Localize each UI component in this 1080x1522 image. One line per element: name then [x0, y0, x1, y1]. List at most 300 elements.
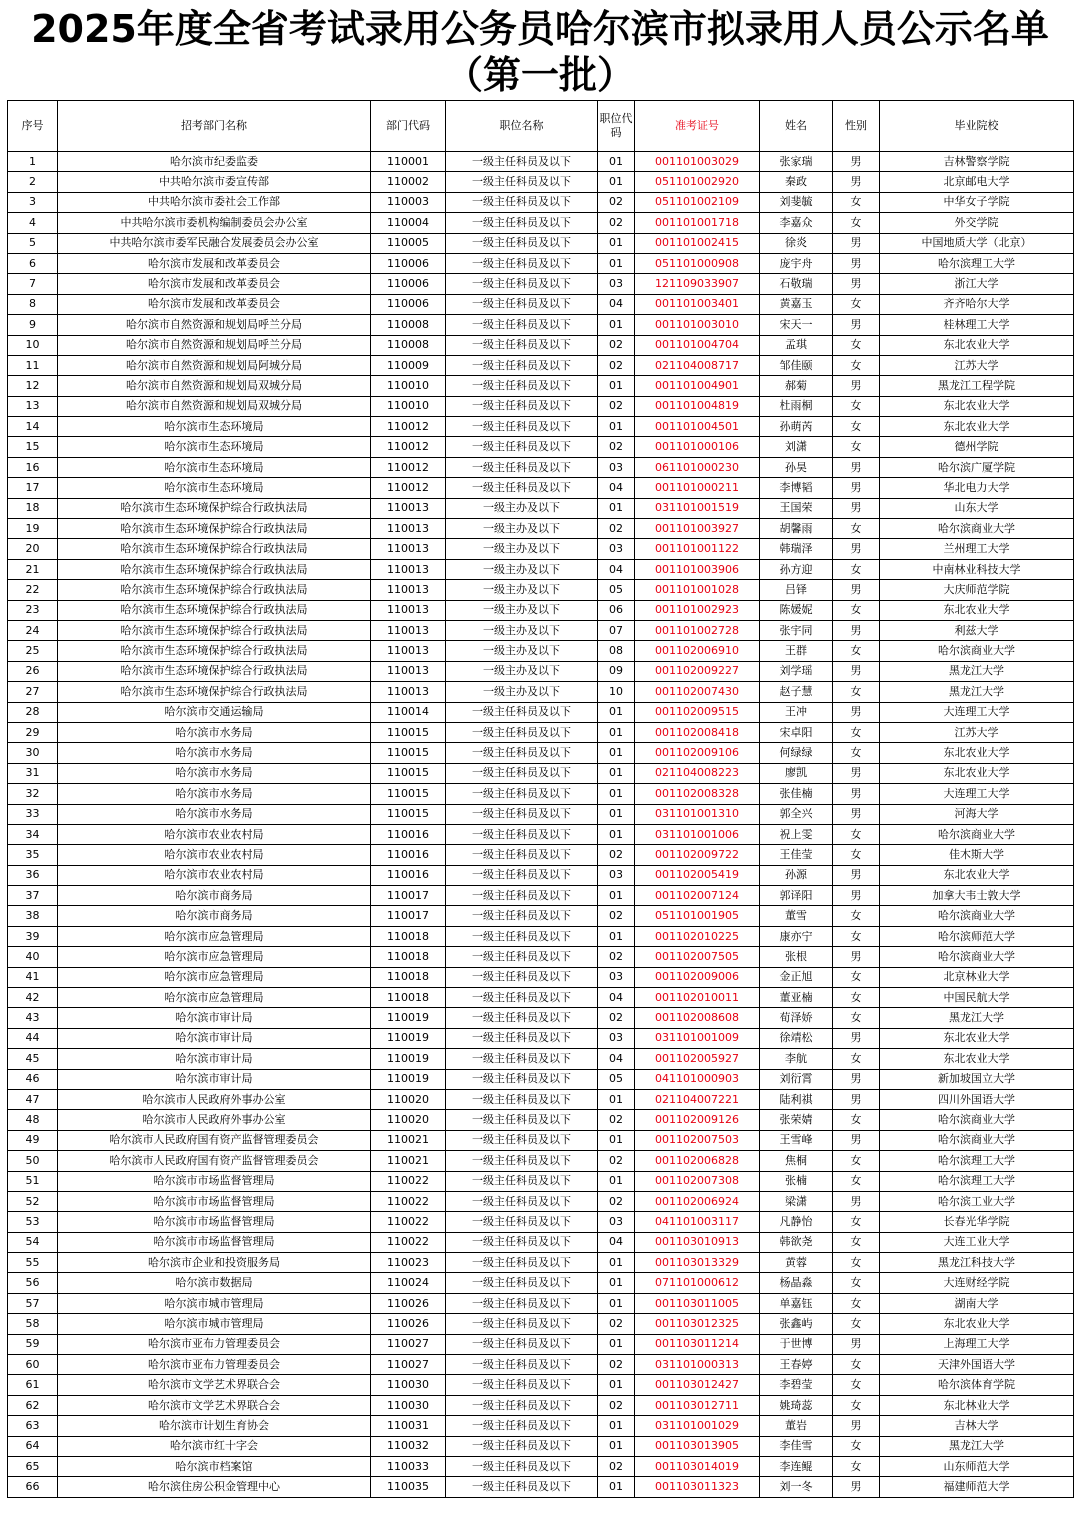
- cell-dept-code: 110019: [371, 1069, 446, 1089]
- cell-dept-code: 110020: [371, 1089, 446, 1109]
- table-row: [8, 1151, 1074, 1171]
- cell-position: 一级主任科员及以下: [446, 967, 598, 987]
- cell-department: 哈尔滨市人民政府国有资产监督管理委员会: [58, 1130, 371, 1150]
- page-title: 2025年度全省考试录用公务员哈尔滨市拟录用人员公示名单（第一批）: [31, 7, 1049, 97]
- cell-school: 黑龙江科技大学: [880, 1253, 1074, 1273]
- table-row: [8, 784, 1074, 804]
- cell-name: 吕铎: [760, 580, 833, 600]
- cell-school: 吉林警察学院: [880, 152, 1074, 172]
- cell-name: 荀泽娇: [760, 1008, 833, 1028]
- cell-gender: 女: [833, 417, 880, 437]
- cell-dept-code: 110032: [371, 1436, 446, 1456]
- cell-name: 李博韬: [760, 478, 833, 498]
- cell-gender: 女: [833, 396, 880, 416]
- cell-index: 59: [8, 1334, 58, 1354]
- cell-position-code: 05: [598, 580, 635, 600]
- cell-exam-no: 031101001310: [635, 804, 760, 824]
- cell-dept-code: 110012: [371, 478, 446, 498]
- cell-name: 王春婷: [760, 1355, 833, 1375]
- cell-gender: 女: [833, 600, 880, 620]
- cell-gender: 女: [833, 743, 880, 763]
- cell-exam-no: 001102008608: [635, 1008, 760, 1028]
- cell-department: 哈尔滨市企业和投资服务局: [58, 1253, 371, 1273]
- cell-position-code: 01: [598, 784, 635, 804]
- cell-dept-code: 110013: [371, 620, 446, 640]
- cell-index: 10: [8, 335, 58, 355]
- cell-school: 东北农业大学: [880, 335, 1074, 355]
- cell-gender: 女: [833, 294, 880, 314]
- cell-department: 哈尔滨市城市管理局: [58, 1293, 371, 1313]
- cell-exam-no: 001102009006: [635, 967, 760, 987]
- cell-position: 一级主任科员及以下: [446, 1273, 598, 1293]
- cell-school: 中国地质大学（北京）: [880, 233, 1074, 253]
- cell-exam-no: 001103011214: [635, 1334, 760, 1354]
- cell-exam-no: 001102008418: [635, 722, 760, 742]
- cell-position: 一级主任科员及以下: [446, 824, 598, 844]
- cell-position: 一级主任科员及以下: [446, 335, 598, 355]
- cell-school: 东北农业大学: [880, 600, 1074, 620]
- cell-name: 李佳雪: [760, 1436, 833, 1456]
- cell-exam-no: 001101000211: [635, 478, 760, 498]
- table-row: [8, 865, 1074, 885]
- cell-name: 孙源: [760, 865, 833, 885]
- cell-exam-no: 061101000230: [635, 457, 760, 477]
- cell-position-code: 02: [598, 519, 635, 539]
- cell-department: 哈尔滨市农业农村局: [58, 845, 371, 865]
- cell-position: 一级主任科员及以下: [446, 1008, 598, 1028]
- cell-position: 一级主办及以下: [446, 559, 598, 579]
- cell-exam-no: 001101003010: [635, 315, 760, 335]
- cell-index: 26: [8, 661, 58, 681]
- cell-index: 48: [8, 1110, 58, 1130]
- cell-department: 哈尔滨市数据局: [58, 1273, 371, 1293]
- table-row: [8, 967, 1074, 987]
- cell-position-code: 04: [598, 1049, 635, 1069]
- cell-dept-code: 110018: [371, 988, 446, 1008]
- cell-school: 黑龙江大学: [880, 1008, 1074, 1028]
- cell-index: 17: [8, 478, 58, 498]
- cell-name: 郭译阳: [760, 886, 833, 906]
- cell-department: 哈尔滨市生态环境保护综合行政执法局: [58, 559, 371, 579]
- cell-gender: 男: [833, 947, 880, 967]
- cell-name: 梁潇: [760, 1191, 833, 1211]
- cell-school: 东北农业大学: [880, 417, 1074, 437]
- table-row: [8, 804, 1074, 824]
- cell-position-code: 01: [598, 763, 635, 783]
- cell-index: 53: [8, 1212, 58, 1232]
- cell-name: 韩欲尧: [760, 1232, 833, 1252]
- cell-position-code: 01: [598, 1477, 635, 1497]
- cell-dept-code: 110013: [371, 580, 446, 600]
- cell-department: 哈尔滨市纪委监委: [58, 152, 371, 172]
- cell-exam-no: 001101002415: [635, 233, 760, 253]
- cell-school: 哈尔滨工业大学: [880, 1191, 1074, 1211]
- cell-name: 张佳楠: [760, 784, 833, 804]
- cell-index: 49: [8, 1130, 58, 1150]
- cell-index: 57: [8, 1293, 58, 1313]
- cell-gender: 女: [833, 355, 880, 375]
- cell-exam-no: 001103013329: [635, 1253, 760, 1273]
- cell-exam-no: 001101004704: [635, 335, 760, 355]
- cell-position-code: 02: [598, 192, 635, 212]
- cell-department: 哈尔滨市审计局: [58, 1028, 371, 1048]
- table-row: [8, 1212, 1074, 1232]
- cell-gender: 女: [833, 824, 880, 844]
- cell-school: 中国民航大学: [880, 988, 1074, 1008]
- cell-gender: 男: [833, 376, 880, 396]
- cell-position-code: 01: [598, 172, 635, 192]
- cell-exam-no: 031101001006: [635, 824, 760, 844]
- table-row: [8, 702, 1074, 722]
- cell-position: 一级主任科员及以下: [446, 763, 598, 783]
- cell-department: 哈尔滨市自然资源和规划局双城分局: [58, 376, 371, 396]
- cell-name: 凡静怡: [760, 1212, 833, 1232]
- cell-name: 宋卓阳: [760, 722, 833, 742]
- cell-exam-no: 001103014019: [635, 1457, 760, 1477]
- cell-department: 哈尔滨市应急管理局: [58, 926, 371, 946]
- table-row: [8, 437, 1074, 457]
- cell-exam-no: 001101001122: [635, 539, 760, 559]
- table-row: [8, 824, 1074, 844]
- cell-position-code: 02: [598, 1395, 635, 1415]
- cell-dept-code: 110016: [371, 845, 446, 865]
- cell-department: 哈尔滨市生态环境保护综合行政执法局: [58, 600, 371, 620]
- cell-dept-code: 110008: [371, 335, 446, 355]
- cell-position-code: 09: [598, 661, 635, 681]
- cell-position: 一级主任科员及以下: [446, 457, 598, 477]
- cell-department: 哈尔滨市生态环境保护综合行政执法局: [58, 539, 371, 559]
- cell-position: 一级主任科员及以下: [446, 478, 598, 498]
- cell-school: 山东大学: [880, 498, 1074, 518]
- cell-department: 哈尔滨市商务局: [58, 886, 371, 906]
- cell-index: 66: [8, 1477, 58, 1497]
- cell-dept-code: 110010: [371, 376, 446, 396]
- cell-gender: 女: [833, 1355, 880, 1375]
- table-row: [8, 1436, 1074, 1456]
- cell-index: 15: [8, 437, 58, 457]
- cell-department: 哈尔滨市生态环境保护综合行政执法局: [58, 620, 371, 640]
- cell-index: 52: [8, 1191, 58, 1211]
- cell-position: 一级主办及以下: [446, 682, 598, 702]
- cell-index: 39: [8, 926, 58, 946]
- cell-school: 哈尔滨商业大学: [880, 519, 1074, 539]
- cell-dept-code: 110017: [371, 906, 446, 926]
- cell-position-code: 05: [598, 1069, 635, 1089]
- cell-department: 中共哈尔滨市委军民融合发展委员会办公室: [58, 233, 371, 253]
- cell-dept-code: 110012: [371, 437, 446, 457]
- cell-gender: 男: [833, 274, 880, 294]
- cell-school: 四川外国语大学: [880, 1089, 1074, 1109]
- cell-position-code: 01: [598, 804, 635, 824]
- cell-position-code: 01: [598, 253, 635, 273]
- cell-department: 哈尔滨市水务局: [58, 743, 371, 763]
- cell-name: 石敬瑞: [760, 274, 833, 294]
- cell-name: 李连鲲: [760, 1457, 833, 1477]
- cell-exam-no: 001102009722: [635, 845, 760, 865]
- cell-gender: 女: [833, 213, 880, 233]
- cell-position: 一级主任科员及以下: [446, 294, 598, 314]
- cell-name: 孙方迎: [760, 559, 833, 579]
- cell-position-code: 01: [598, 152, 635, 172]
- cell-position: 一级主任科员及以下: [446, 1049, 598, 1069]
- cell-position: 一级主任科员及以下: [446, 192, 598, 212]
- cell-index: 36: [8, 865, 58, 885]
- cell-gender: 男: [833, 457, 880, 477]
- cell-gender: 女: [833, 519, 880, 539]
- cell-index: 63: [8, 1416, 58, 1436]
- cell-gender: 男: [833, 478, 880, 498]
- cell-position: 一级主任科员及以下: [446, 1395, 598, 1415]
- cell-name: 刘一冬: [760, 1477, 833, 1497]
- cell-department: 哈尔滨市自然资源和规划局阿城分局: [58, 355, 371, 375]
- cell-department: 哈尔滨市人民政府外事办公室: [58, 1089, 371, 1109]
- cell-exam-no: 001102008328: [635, 784, 760, 804]
- table-row: [8, 233, 1074, 253]
- cell-position-code: 01: [598, 886, 635, 906]
- cell-school: 哈尔滨商业大学: [880, 947, 1074, 967]
- cell-gender: 男: [833, 865, 880, 885]
- cell-index: 6: [8, 253, 58, 273]
- cell-name: 祝上雯: [760, 824, 833, 844]
- table-row: [8, 1416, 1074, 1436]
- cell-position: 一级主办及以下: [446, 600, 598, 620]
- cell-exam-no: 001102007430: [635, 682, 760, 702]
- table-row: [8, 355, 1074, 375]
- table-row: [8, 722, 1074, 742]
- cell-position: 一级主任科员及以下: [446, 1314, 598, 1334]
- cell-dept-code: 110013: [371, 600, 446, 620]
- cell-index: 58: [8, 1314, 58, 1334]
- cell-dept-code: 110006: [371, 294, 446, 314]
- table-row: [8, 1314, 1074, 1334]
- cell-position-code: 03: [598, 1212, 635, 1232]
- cell-position-code: 01: [598, 1375, 635, 1395]
- cell-department: 哈尔滨市自然资源和规划局呼兰分局: [58, 315, 371, 335]
- cell-position: 一级主任科员及以下: [446, 1130, 598, 1150]
- cell-exam-no: 051101001905: [635, 906, 760, 926]
- cell-school: 北京林业大学: [880, 967, 1074, 987]
- cell-school: 天津外国语大学: [880, 1355, 1074, 1375]
- cell-dept-code: 110022: [371, 1212, 446, 1232]
- cell-gender: 女: [833, 682, 880, 702]
- cell-school: 齐齐哈尔大学: [880, 294, 1074, 314]
- cell-department: 哈尔滨市水务局: [58, 763, 371, 783]
- cell-position-code: 01: [598, 1171, 635, 1191]
- cell-school: 华北电力大学: [880, 478, 1074, 498]
- cell-position-code: 02: [598, 1191, 635, 1211]
- cell-exam-no: 001102007505: [635, 947, 760, 967]
- cell-dept-code: 110008: [371, 315, 446, 335]
- table-row: [8, 417, 1074, 437]
- cell-position-code: 01: [598, 1130, 635, 1150]
- cell-position: 一级主任科员及以下: [446, 1110, 598, 1130]
- cell-department: 哈尔滨市文学艺术界联合会: [58, 1375, 371, 1395]
- cell-position-code: 01: [598, 1416, 635, 1436]
- cell-gender: 女: [833, 1375, 880, 1395]
- header-school: 毕业院校: [880, 101, 1074, 152]
- cell-index: 19: [8, 519, 58, 539]
- cell-position: 一级主任科员及以下: [446, 743, 598, 763]
- cell-exam-no: 001101003906: [635, 559, 760, 579]
- table-row: [8, 396, 1074, 416]
- cell-name: 何绿绿: [760, 743, 833, 763]
- cell-dept-code: 110012: [371, 417, 446, 437]
- cell-department: 哈尔滨市生态环境局: [58, 417, 371, 437]
- cell-position-code: 01: [598, 376, 635, 396]
- cell-exam-no: 001101000106: [635, 437, 760, 457]
- cell-index: 14: [8, 417, 58, 437]
- cell-position-code: 02: [598, 335, 635, 355]
- cell-school: 东北农业大学: [880, 1028, 1074, 1048]
- table-row: [8, 478, 1074, 498]
- cell-school: 哈尔滨理工大学: [880, 1151, 1074, 1171]
- cell-gender: 女: [833, 1151, 880, 1171]
- cell-exam-no: 001102005419: [635, 865, 760, 885]
- cell-index: 31: [8, 763, 58, 783]
- table-row: [8, 1028, 1074, 1048]
- cell-department: 哈尔滨市自然资源和规划局呼兰分局: [58, 335, 371, 355]
- cell-position-code: 01: [598, 233, 635, 253]
- cell-dept-code: 110002: [371, 172, 446, 192]
- table-row: [8, 1253, 1074, 1273]
- cell-name: 单嘉钰: [760, 1293, 833, 1313]
- cell-index: 2: [8, 172, 58, 192]
- cell-name: 杜雨桐: [760, 396, 833, 416]
- cell-school: 东北农业大学: [880, 865, 1074, 885]
- cell-school: 哈尔滨商业大学: [880, 1130, 1074, 1150]
- cell-school: 黑龙江工程学院: [880, 376, 1074, 396]
- cell-department: 哈尔滨市水务局: [58, 784, 371, 804]
- cell-position-code: 02: [598, 947, 635, 967]
- cell-department: 哈尔滨市生态环境保护综合行政执法局: [58, 682, 371, 702]
- cell-index: 65: [8, 1457, 58, 1477]
- cell-dept-code: 110018: [371, 947, 446, 967]
- table-row: [8, 192, 1074, 212]
- cell-dept-code: 110013: [371, 539, 446, 559]
- cell-index: 64: [8, 1436, 58, 1456]
- table-row: [8, 1171, 1074, 1191]
- header-name: 姓名: [760, 101, 833, 152]
- cell-school: 东北林业大学: [880, 1395, 1074, 1415]
- cell-exam-no: 001102010011: [635, 988, 760, 1008]
- cell-index: 16: [8, 457, 58, 477]
- cell-position: 一级主任科员及以下: [446, 1232, 598, 1252]
- cell-school: 黑龙江大学: [880, 682, 1074, 702]
- header-exam-no: 准考证号: [635, 101, 760, 152]
- cell-index: 38: [8, 906, 58, 926]
- cell-position-code: 01: [598, 498, 635, 518]
- cell-position: 一级主办及以下: [446, 620, 598, 640]
- cell-school: 新加坡国立大学: [880, 1069, 1074, 1089]
- cell-name: 刘潇: [760, 437, 833, 457]
- cell-gender: 女: [833, 967, 880, 987]
- cell-dept-code: 110016: [371, 824, 446, 844]
- cell-position-code: 02: [598, 213, 635, 233]
- cell-school: 东北农业大学: [880, 1314, 1074, 1334]
- cell-school: 大连工业大学: [880, 1232, 1074, 1252]
- cell-gender: 男: [833, 1089, 880, 1109]
- cell-school: 哈尔滨商业大学: [880, 1110, 1074, 1130]
- cell-gender: 女: [833, 1171, 880, 1191]
- cell-department: 哈尔滨市市场监督管理局: [58, 1232, 371, 1252]
- header-index: 序号: [8, 101, 58, 152]
- cell-index: 12: [8, 376, 58, 396]
- cell-exam-no: 121109033907: [635, 274, 760, 294]
- cell-name: 王冲: [760, 702, 833, 722]
- cell-exam-no: 051101000908: [635, 253, 760, 273]
- cell-exam-no: 001101001718: [635, 213, 760, 233]
- cell-gender: 男: [833, 580, 880, 600]
- cell-index: 11: [8, 355, 58, 375]
- cell-dept-code: 110033: [371, 1457, 446, 1477]
- table-row: [8, 1130, 1074, 1150]
- cell-department: 哈尔滨市商务局: [58, 906, 371, 926]
- cell-position-code: 01: [598, 1293, 635, 1313]
- cell-dept-code: 110013: [371, 498, 446, 518]
- cell-position: 一级主任科员及以下: [446, 355, 598, 375]
- cell-dept-code: 110021: [371, 1151, 446, 1171]
- cell-position: 一级主办及以下: [446, 661, 598, 681]
- cell-exam-no: 001102006924: [635, 1191, 760, 1211]
- cell-name: 黄蓉: [760, 1253, 833, 1273]
- cell-dept-code: 110015: [371, 763, 446, 783]
- cell-position: 一级主任科员及以下: [446, 213, 598, 233]
- cell-exam-no: 001103011005: [635, 1293, 760, 1313]
- cell-exam-no: 001102010225: [635, 926, 760, 946]
- cell-exam-no: 021104008223: [635, 763, 760, 783]
- candidate-table: [7, 100, 1074, 1498]
- table-row: [8, 1395, 1074, 1415]
- cell-index: 27: [8, 682, 58, 702]
- cell-exam-no: 001102006828: [635, 1151, 760, 1171]
- cell-school: 吉林大学: [880, 1416, 1074, 1436]
- cell-name: 张楠: [760, 1171, 833, 1191]
- cell-index: 33: [8, 804, 58, 824]
- table-row: [8, 1069, 1074, 1089]
- cell-department: 哈尔滨市生态环境局: [58, 478, 371, 498]
- cell-exam-no: 001102009515: [635, 702, 760, 722]
- cell-name: 孙萌芮: [760, 417, 833, 437]
- cell-position-code: 08: [598, 641, 635, 661]
- cell-position: 一级主任科员及以下: [446, 865, 598, 885]
- cell-exam-no: 001103011323: [635, 1477, 760, 1497]
- cell-dept-code: 110015: [371, 784, 446, 804]
- cell-name: 董亚楠: [760, 988, 833, 1008]
- cell-position-code: 01: [598, 1089, 635, 1109]
- cell-position: 一级主任科员及以下: [446, 1069, 598, 1089]
- table-row: [8, 1008, 1074, 1028]
- cell-school: 大连理工大学: [880, 784, 1074, 804]
- cell-index: 54: [8, 1232, 58, 1252]
- table-row: [8, 620, 1074, 640]
- cell-name: 孟琪: [760, 335, 833, 355]
- cell-name: 韩瑞泽: [760, 539, 833, 559]
- cell-school: 北京邮电大学: [880, 172, 1074, 192]
- cell-dept-code: 110017: [371, 886, 446, 906]
- cell-department: 哈尔滨市应急管理局: [58, 967, 371, 987]
- cell-index: 60: [8, 1355, 58, 1375]
- cell-school: 东北农业大学: [880, 1049, 1074, 1069]
- cell-position: 一级主办及以下: [446, 641, 598, 661]
- cell-name: 邹佳颐: [760, 355, 833, 375]
- cell-name: 金正旭: [760, 967, 833, 987]
- cell-index: 40: [8, 947, 58, 967]
- cell-school: 中南林业科技大学: [880, 559, 1074, 579]
- cell-position: 一级主任科员及以下: [446, 1375, 598, 1395]
- cell-gender: 女: [833, 437, 880, 457]
- cell-school: 上海理工大学: [880, 1334, 1074, 1354]
- cell-department: 哈尔滨市档案馆: [58, 1457, 371, 1477]
